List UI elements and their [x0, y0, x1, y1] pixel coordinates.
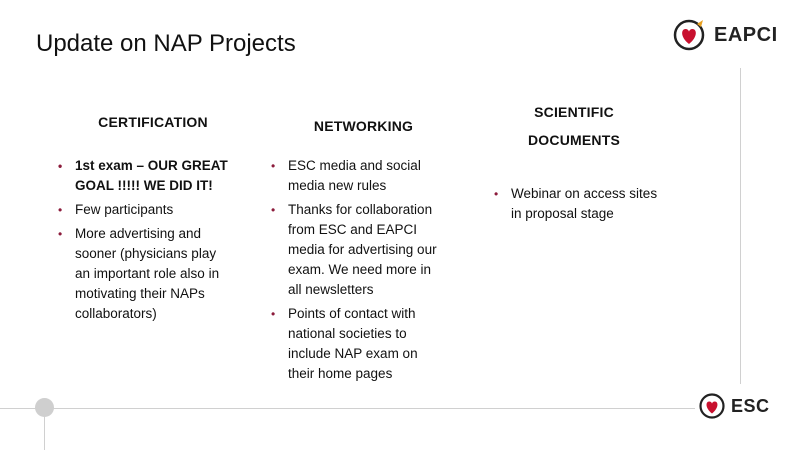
line: media new rules [288, 178, 387, 193]
line: all newsletters [288, 282, 374, 297]
list-item [271, 156, 456, 196]
decorative-dot [35, 398, 54, 417]
column-scientific-documents [494, 98, 684, 228]
heart-icon [672, 18, 706, 52]
slide-title: Update on NAP Projects [36, 30, 296, 57]
line: their home pages [288, 366, 393, 381]
line: from ESC and EAPCI [288, 222, 418, 237]
list-item [58, 200, 248, 220]
eapci-logo [672, 18, 778, 52]
list-item [58, 224, 248, 324]
line: media for advertising our [288, 242, 437, 257]
column-certification [58, 108, 248, 328]
heading-line: SCIENTIFIC [534, 104, 614, 120]
list-item [271, 304, 456, 384]
column-heading [494, 98, 654, 154]
column-heading [271, 112, 456, 140]
heading-line: DOCUMENTS [527, 132, 621, 148]
esc-logo-text: ESC [731, 395, 770, 416]
line: sooner (physicians play [75, 246, 217, 261]
list-item [271, 200, 456, 300]
line: • 1st exam – OUR GREAT [75, 158, 228, 173]
column-heading [58, 108, 248, 136]
column-networking [271, 112, 456, 388]
list-item [58, 156, 248, 196]
bullet-list [494, 184, 684, 224]
line: collaborators) [75, 306, 157, 321]
line: include NAP exam on [288, 346, 418, 361]
bullet-list [271, 156, 456, 384]
eapci-logo-text: EAPCI [714, 23, 778, 46]
line: in proposal stage [511, 206, 614, 221]
heading-line: NETWORKING [313, 118, 414, 134]
divider-vertical-right [740, 68, 741, 384]
line: • Webinar on access sites [511, 186, 658, 201]
divider-horizontal-bottom [0, 408, 695, 409]
line: • Few participants [75, 202, 174, 217]
line: • More advertising and [75, 226, 202, 241]
line: exam. We need more in [288, 262, 432, 277]
line: • Points of contact with [288, 306, 416, 321]
line: national societies to [288, 326, 407, 341]
line: • ESC media and social [288, 158, 421, 173]
line: an important role also in [75, 266, 220, 281]
heart-icon [698, 392, 726, 420]
esc-logo [698, 392, 770, 420]
line: motivating their NAPs [75, 286, 205, 301]
line: GOAL !!!!! WE DID IT! [75, 178, 213, 193]
line: • Thanks for collaboration [288, 202, 433, 217]
heading-line: CERTIFICATION [98, 114, 208, 130]
list-item [494, 184, 684, 224]
bullet-list [58, 156, 248, 324]
